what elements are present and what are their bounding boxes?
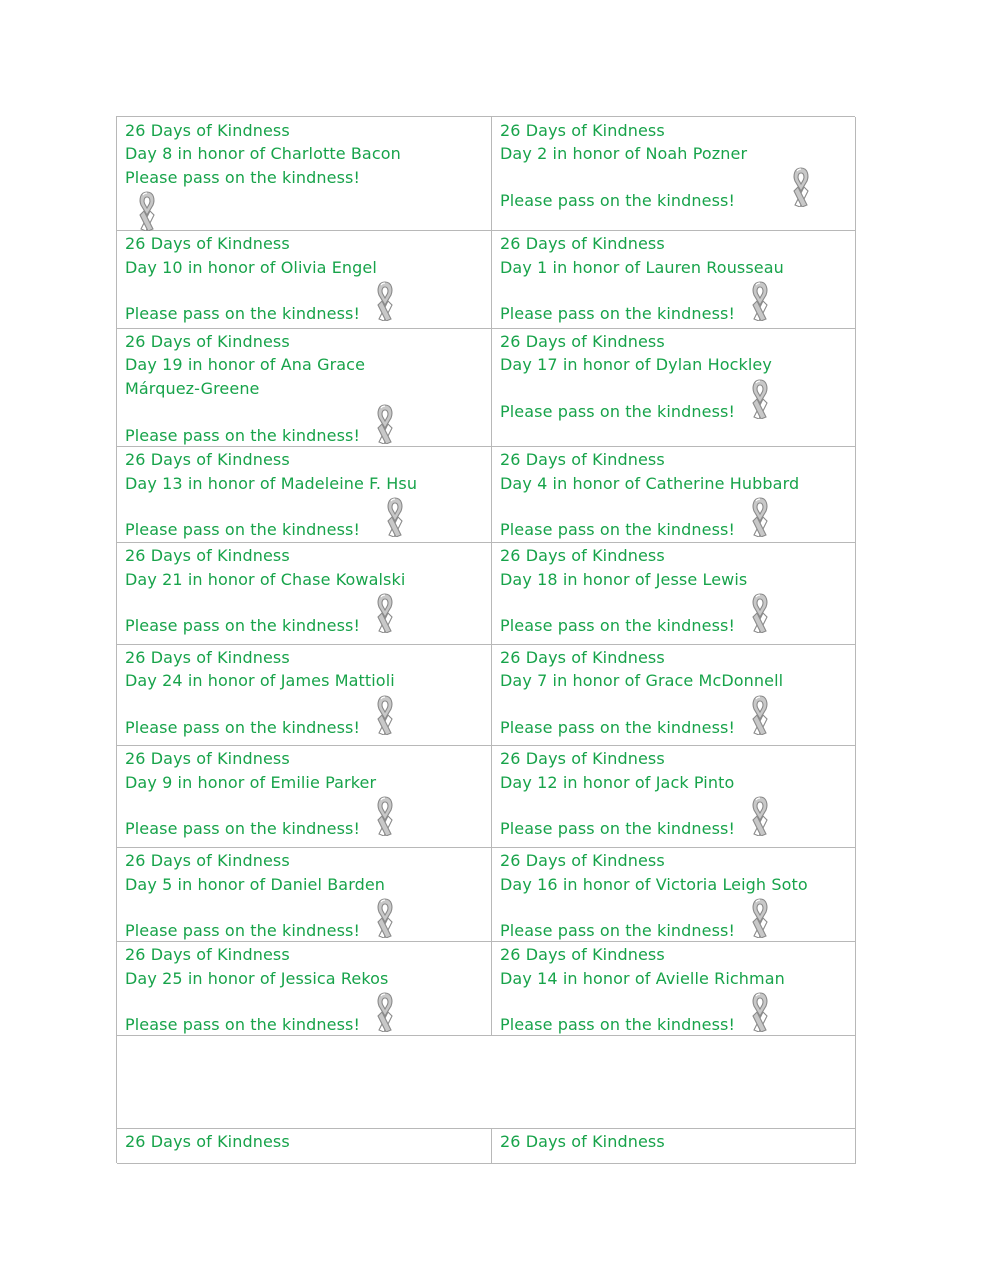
card-footer: Please pass on the kindness!	[125, 1015, 360, 1034]
card-title: 26 Days of Kindness	[500, 234, 665, 253]
card-footer: Please pass on the kindness!	[500, 819, 735, 838]
kindness-card	[117, 543, 492, 645]
ribbon-icon	[369, 990, 401, 1032]
card-footer: Please pass on the kindness!	[125, 616, 360, 635]
card-title: 26 Days of Kindness	[500, 450, 665, 469]
kindness-card	[492, 1129, 856, 1164]
ribbon-icon	[744, 794, 776, 836]
ribbon-icon	[369, 794, 401, 836]
kindness-card	[117, 1129, 492, 1164]
card-title: 26 Days of Kindness	[500, 121, 665, 140]
card-honor-line: Day 21 in honor of Chase Kowalski	[125, 570, 406, 589]
card-honor-line: Day 4 in honor of Catherine Hubbard	[500, 474, 800, 493]
card-row	[117, 231, 856, 329]
kindness-card	[492, 645, 856, 746]
kindness-card	[117, 117, 492, 231]
card-footer: Please pass on the kindness!	[500, 402, 735, 421]
ribbon-icon	[744, 279, 776, 321]
card-title: 26 Days of Kindness	[125, 851, 290, 870]
card-row	[117, 848, 856, 942]
card-title: 26 Days of Kindness	[125, 749, 290, 768]
ribbon-icon	[785, 165, 817, 207]
kindness-card	[117, 231, 492, 329]
card-title: 26 Days of Kindness	[500, 648, 665, 667]
kindness-card	[492, 447, 856, 543]
card-title: 26 Days of Kindness	[125, 234, 290, 253]
ribbon-icon	[744, 495, 776, 537]
card-row	[117, 329, 856, 447]
card-footer: Please pass on the kindness!	[125, 520, 360, 539]
card-footer: Please pass on the kindness!	[125, 718, 360, 737]
card-footer: Please pass on the kindness!	[125, 426, 360, 445]
card-honor-line: Day 18 in honor of Jesse Lewis	[500, 570, 748, 589]
card-footer: Please pass on the kindness!	[500, 616, 735, 635]
kindness-card	[117, 329, 492, 447]
kindness-card	[492, 942, 856, 1036]
kindness-card	[492, 746, 856, 848]
card-honor-line: Day 5 in honor of Daniel Barden	[125, 875, 386, 894]
card-footer: Please pass on the kindness!	[125, 304, 360, 323]
card-honor-line: Day 9 in honor of Emilie Parker	[125, 773, 377, 792]
card-footer: Please pass on the kindness!	[500, 520, 735, 539]
card-title: 26 Days of Kindness	[500, 332, 665, 351]
card-honor-line: Day 10 in honor of Olivia Engel	[125, 258, 377, 277]
card-honor-line: Day 17 in honor of Dylan Hockley	[500, 355, 772, 374]
ribbon-icon	[744, 990, 776, 1032]
kindness-card	[117, 942, 492, 1036]
kindness-card	[492, 329, 856, 447]
ribbon-icon	[744, 693, 776, 735]
card-honor-line: Day 1 in honor of Lauren Rousseau	[500, 258, 784, 277]
card-honor-line-2: Márquez-Greene	[125, 379, 260, 398]
card-row	[117, 117, 856, 231]
ribbon-icon	[744, 591, 776, 633]
kindness-card	[492, 117, 856, 231]
ribbon-icon	[744, 377, 776, 419]
card-footer: Please pass on the kindness!	[500, 718, 735, 737]
card-footer: Please pass on the kindness!	[125, 168, 360, 187]
card-title: 26 Days of Kindness	[500, 1132, 665, 1151]
card-footer: Please pass on the kindness!	[125, 921, 360, 940]
blank-row	[117, 1036, 856, 1129]
card-row	[117, 645, 856, 746]
card-title: 26 Days of Kindness	[500, 851, 665, 870]
kindness-card	[492, 231, 856, 329]
kindness-card-sheet	[116, 116, 855, 1163]
card-footer: Please pass on the kindness!	[125, 819, 360, 838]
card-honor-line: Day 8 in honor of Charlotte Bacon	[125, 144, 401, 163]
kindness-card	[117, 447, 492, 543]
card-footer: Please pass on the kindness!	[500, 304, 735, 323]
card-honor-line: Day 19 in honor of Ana Grace	[125, 355, 366, 374]
ribbon-icon	[369, 402, 401, 444]
ribbon-icon	[369, 693, 401, 735]
card-honor-line: Day 12 in honor of Jack Pinto	[500, 773, 735, 792]
card-honor-line: Day 14 in honor of Avielle Richman	[500, 969, 785, 988]
card-honor-line: Day 25 in honor of Jessica Rekos	[125, 969, 389, 988]
card-row	[117, 746, 856, 848]
ribbon-icon	[379, 495, 411, 537]
card-row	[117, 1129, 856, 1164]
card-title: 26 Days of Kindness	[125, 450, 290, 469]
card-honor-line: Day 24 in honor of James Mattioli	[125, 671, 395, 690]
card-row	[117, 942, 856, 1036]
kindness-card	[117, 746, 492, 848]
card-footer: Please pass on the kindness!	[500, 191, 735, 210]
card-row	[117, 543, 856, 645]
card-title: 26 Days of Kindness	[125, 332, 290, 351]
kindness-card	[492, 543, 856, 645]
card-row	[117, 447, 856, 543]
card-honor-line: Day 7 in honor of Grace McDonnell	[500, 671, 784, 690]
kindness-card	[117, 848, 492, 942]
ribbon-icon	[744, 896, 776, 938]
card-title: 26 Days of Kindness	[500, 945, 665, 964]
kindness-card	[117, 645, 492, 746]
ribbon-icon	[369, 279, 401, 321]
card-footer: Please pass on the kindness!	[500, 1015, 735, 1034]
card-title: 26 Days of Kindness	[125, 648, 290, 667]
card-title: 26 Days of Kindness	[125, 945, 290, 964]
ribbon-icon	[131, 189, 163, 231]
kindness-card	[492, 848, 856, 942]
card-title: 26 Days of Kindness	[500, 749, 665, 768]
card-title: 26 Days of Kindness	[125, 121, 290, 140]
card-honor-line: Day 2 in honor of Noah Pozner	[500, 144, 748, 163]
ribbon-icon	[369, 896, 401, 938]
card-footer: Please pass on the kindness!	[500, 921, 735, 940]
card-title: 26 Days of Kindness	[125, 546, 290, 565]
card-honor-line: Day 13 in honor of Madeleine F. Hsu	[125, 474, 418, 493]
blank-cell	[117, 1036, 856, 1129]
ribbon-icon	[369, 591, 401, 633]
card-title: 26 Days of Kindness	[500, 546, 665, 565]
card-title: 26 Days of Kindness	[125, 1132, 290, 1151]
card-honor-line: Day 16 in honor of Victoria Leigh Soto	[500, 875, 808, 894]
